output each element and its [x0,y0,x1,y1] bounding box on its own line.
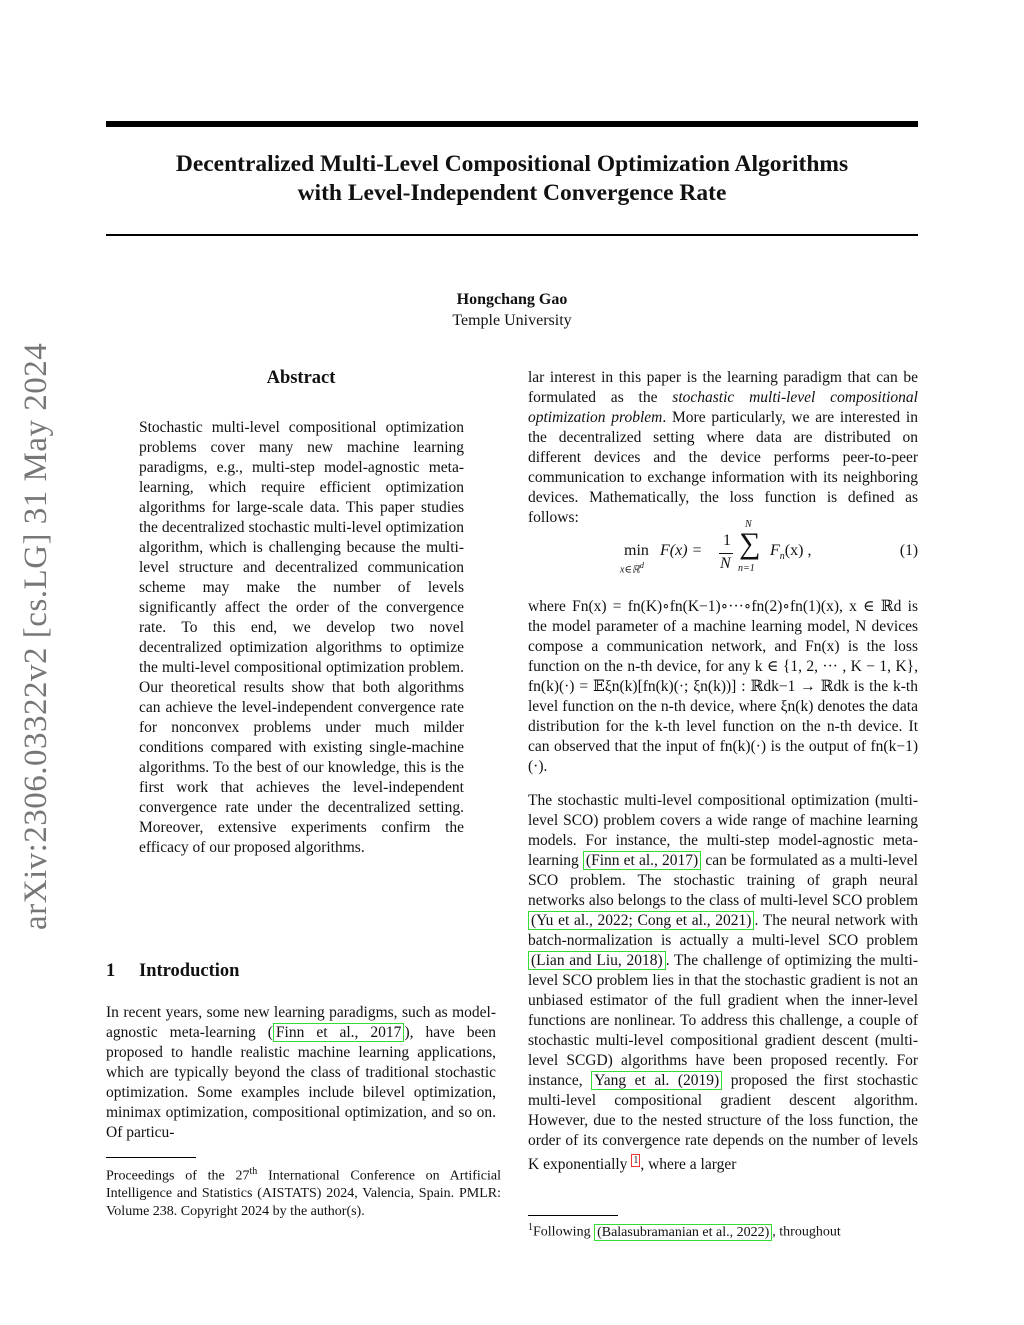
equation-number: (1) [899,542,918,559]
right-paragraph-2: where Fn(x) = fn(K)∘fn(K−1)∘···∘fn(2)∘fn(1)(x), x ∈ ℝd is the model parameter of a machine learning model, N devices compose a communication network, and Fn(x) is the loss function on the n-th device, for any k ∈ {1, 2, ··· , K − 1, K}, fn(k)(·) = 𝔼ξn(k)[fn(k)(·; ξn(k))] : ℝdk−1 → ℝdk is the k-th level function on the n-th device, where ξn(k) denotes the data distribution for the k-th level function on the n-th device. It can observed that the input of fn(k)(·) is the output of fn(k−1)(·). [528,598,918,775]
eq-sum-bottom: n=1 [738,563,755,574]
citation-link[interactable]: (Yu et al., 2022; Cong et al., 2021) [528,911,754,930]
footnote-rule-right [528,1215,618,1216]
section-number: 1 [106,961,116,981]
footnote-proceedings [106,1163,501,1220]
footnote-text-2: International Conference on Artificial Intelligence and Statistics (AISTATS) 2024, Valencia, Spain. PMLR: Volume 238. Copyright 2024 by the author(s). [106,1168,501,1219]
footnote-text-1: Proceedings of the 27 [106,1168,250,1184]
intro-paragraph [106,1003,496,1143]
citation-link[interactable]: Yang et al. (2019) [591,1071,722,1090]
citation-link[interactable]: (Finn et al., 2017) [583,851,701,870]
eq-sum-top: N [745,519,752,530]
eq-min: min [624,542,649,559]
footnote-1-text-1: Following [533,1224,595,1240]
paper-title [106,150,918,208]
eq-frac-bar [719,553,733,554]
footnote-1-text-2: , throughout [772,1224,841,1240]
footnote-sup: th [249,1166,258,1177]
right-paragraph-1 [528,368,918,528]
right-para3-text-5: proposed the first stochastic multi-level compositional gradient descent algorithm. However, due to the nested structure of the loss function, the order of its convergence rate depends on the number of levels K exponentially [528,1072,918,1174]
eq-min-sub-text: x∈ℝ [620,564,640,576]
title-top-rule [106,121,918,127]
author-name: Hongchang Gao [456,291,568,308]
arxiv-stamp: arXiv:2306.03322v2 [cs.LG] 31 May 2024 [18,342,54,930]
abstract-text: Stochastic multi-level compositional optimization problems cover many new machine learning paradigms, e.g., multi-step model-agnostic meta-learning, which require efficient optimization algorithms for large-scale data. This paper studies the decentralized stochastic multi-level optimization algorithm, which is challenging because the multi-level structure and decentralized communication scheme may make the number of levels significantly affect the order of the convergence rate. To this end, we develop two novel decentralized optimization algorithms to optimize the multi-level compositional optimization problem. Our theoretical results show that both algorithms can achieve the level-independent convergence rate for nonconvex problems under much milder conditions compared with existing single-machine algorithms. To the best of our knowledge, this is the first work that achieves the level-independent convergence rate under the decentralized setting. Moreover, extensive experiments confirm the efficacy of our proposed algorithms. [139,419,464,856]
title-bottom-rule [106,234,918,236]
right-para3-text-1: The stochastic multi-level compositional optimization (multi-level SCO) problem covers a wide range of machine learning models. For instance, the multi-step model-agnostic meta-learning [528,792,918,869]
right-para3-text-2: can be formulated as a multi-level SCO problem. The stochastic training of graph neural networks also belongs to the class of multi-level SCO problem [528,852,918,909]
footnote-link[interactable]: 1 [633,1155,639,1166]
eq-sum-symbol: ∑ [739,527,761,560]
title-line-2: with Level-Independent Convergence Rate [297,180,727,206]
eq-lhs: F(x) = [660,542,703,559]
equation-1 [528,519,918,585]
intro-text-1: In recent years, some new learning paradigms, such as model-agnostic meta-learning ( [106,1004,496,1041]
eq-frac-den: N [720,555,731,572]
citation-link[interactable]: (Balasubramanian et al., 2022) [594,1224,772,1241]
section-title: Introduction [139,961,240,981]
right-para3-text-4: . The challenge of optimizing the multi-level SCO problem lies in that the stochastic gradient is not an unbiased estimator of the full gradient when the inner-level functions are nonlinear. To address this challenge, a couple of stochastic multi-level compositional gradient descent (multi-level SCGD) algorithms have been proposed recently. For instance, [528,952,918,1089]
eq-min-sub-sup: d [639,561,644,570]
eq-rhs-fn: F [770,542,780,559]
right-para1-text-1: lar interest in this paper is the learning paradigm that can be formulated as the [528,369,918,406]
intro-text-2: ), have been proposed to handle realistic machine learning applications, which are typically beyond the class of traditional stochastic optimization. Some examples include bilevel optimization, minimax optimization, compositional optimization, and so on. Of particu- [106,1024,496,1141]
eq-min-sub [620,561,644,575]
footnote-1-mark: 1 [528,1222,533,1233]
citation-link[interactable]: Finn et al., 2017 [273,1023,405,1042]
eq-rhs [770,542,811,562]
right-paragraph-3 [528,791,918,1175]
eq-rhs-tail: (x) , [784,542,812,559]
author-affiliation: Temple University [452,312,572,329]
right-para3-text-6: , where a larger [640,1156,737,1174]
citation-link[interactable]: (Lian and Liu, 2018) [528,951,666,970]
title-line-1: Decentralized Multi-Level Compositional Optimization Algorithms [175,151,849,177]
right-para3-text-3: . The neural network with batch-normalization is actually a multi-level SCO problem [528,912,918,949]
right-para1-text-2: . More particularly, we are interested in the decentralized setting where data are distributed on different devices and the device performs peer-to-peer communication to exchange information with its neighboring devices. Mathematically, the loss function is defined as follows: [528,409,918,526]
right-para1-emphasis: stochastic multi-level compositional optimization problem [528,389,918,426]
abstract-heading: Abstract [266,368,336,388]
eq-frac-num: 1 [723,532,731,549]
eq-rhs-sub: n [779,551,785,563]
footnote-rule-left [106,1157,196,1158]
section-heading [106,960,239,982]
footnote-1 [528,1219,918,1242]
equation-body [620,519,864,585]
